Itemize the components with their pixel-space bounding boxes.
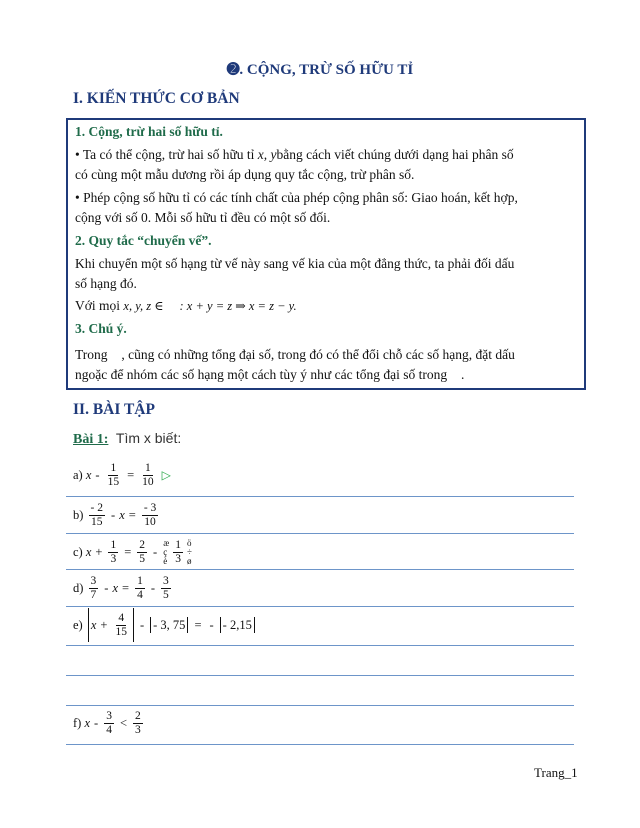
paragraph-1-line-1: • Ta có thể cộng, trừ hai số hữu tỉ x, ybằng cách viết chúng dưới dạng hai phân số [75, 147, 514, 162]
abs-bar [220, 617, 221, 633]
page-title: ➋. CỘNG, TRỪ SỐ HỮU TỈ [226, 62, 414, 78]
paragraph-3-line-2: số hạng đó. [75, 276, 137, 291]
exercise-item-b: b) $\frac{- 2}{15}$ - x = $\frac{- 3}{10}$ [73, 501, 157, 528]
answer-line [66, 645, 574, 646]
left-paren-glyphs: æ ç è [163, 537, 170, 566]
fraction: $\frac{3}{5}$ [163, 574, 169, 601]
abs-bar [254, 617, 255, 633]
fraction: $\frac{1}{3}$ [110, 538, 117, 565]
subheading-transpose-rule: 2. Quy tắc “chuyển vế”. [75, 233, 212, 248]
exercise-item-e: e) x + $\frac{4}{15}$ - - 3, 75 = - - 2,15 [73, 605, 257, 645]
section-heading-exercises: II. BÀI TẬP [73, 401, 155, 418]
fraction: $\frac{4}{15}$ [115, 611, 127, 638]
abs-bar [150, 617, 151, 633]
paragraph-3-line-1: Khi chuyển một số hạng từ vế này sang vế kia của một đẳng thức, ta phải đối dấu [75, 256, 515, 271]
fraction: $\frac{1}{4}$ [137, 574, 143, 601]
answer-line [66, 675, 574, 676]
paragraph-4: Với mọi x, y, z ∈ ⃞ : x + y = z ⇒ x = z − y. [75, 298, 297, 313]
exercise-item-d: d) $\frac{3}{7}$ - x = $\frac{1}{4}$ - $\frac{3}{5}$ [73, 574, 169, 601]
play-triangle-icon: ▷ [161, 467, 171, 482]
fraction: $\frac{2}{3}$ [135, 709, 141, 736]
fraction: $\frac{3}{7}$ [90, 574, 97, 601]
fraction: $\frac{1}{15}$ [107, 461, 120, 488]
theory-box [66, 118, 586, 390]
abs-bar [133, 608, 134, 642]
answer-line [66, 744, 574, 745]
right-paren-glyphs: ö ÷ ø [186, 537, 192, 566]
subheading-add-subtract: 1. Cộng, trừ hai số hữu tỉ. [75, 124, 223, 139]
subheading-note: 3. Chú ý. [75, 321, 127, 336]
paragraph-5-line-2: ngoặc để nhóm các số hạng một cách tùy ý như các tổng đại số trong ⃞. [75, 367, 465, 382]
abs-bar [187, 617, 188, 633]
paragraph-1-line-2: có cùng một mẫu dương rồi áp dụng quy tắc cộng, trừ phân số. [75, 167, 415, 182]
fraction: $\frac{1}{3}$ [175, 538, 181, 565]
exercise-1-label: Bài 1: Tìm x biết: [73, 430, 182, 447]
fraction: $\frac{1}{10}$ [142, 461, 154, 488]
exercise-item-a: a) x - $\frac{1}{15}$ = $\frac{1}{10}$ ▷ [73, 461, 171, 488]
paragraph-2-line-1: • Phép cộng số hữu tỉ có các tính chất của phép cộng phân số: Giao hoán, kết hợp, [75, 190, 518, 205]
exercise-item-f: f) x - $\frac{3}{4}$ < $\frac{2}{3}$ [73, 709, 141, 736]
paragraph-2-line-2: cộng với số 0. Mỗi số hữu tỉ đều có một số đối. [75, 210, 331, 225]
abs-bar [88, 608, 89, 642]
section-heading-theory: I. KIẾN THỨC CƠ BẢN [73, 90, 240, 107]
fraction: $\frac{- 3}{10}$ [143, 501, 157, 528]
paragraph-5-line-1: Trong ⃞, cũng có những tổng đại số, trong đó có thể đổi chỗ các số hạng, đặt dấu [75, 347, 515, 362]
fraction: $\frac{- 2}{15}$ [90, 501, 104, 528]
exercise-item-c: c) x + $\frac{1}{3}$ = $\frac{2}{5}$ - æ ç è $\frac{1}{3}$ ö ÷ ø [73, 537, 192, 566]
fraction: $\frac{2}{5}$ [139, 538, 146, 565]
page-number: Trang_1 [534, 765, 578, 780]
fraction: $\frac{3}{4}$ [106, 709, 112, 736]
